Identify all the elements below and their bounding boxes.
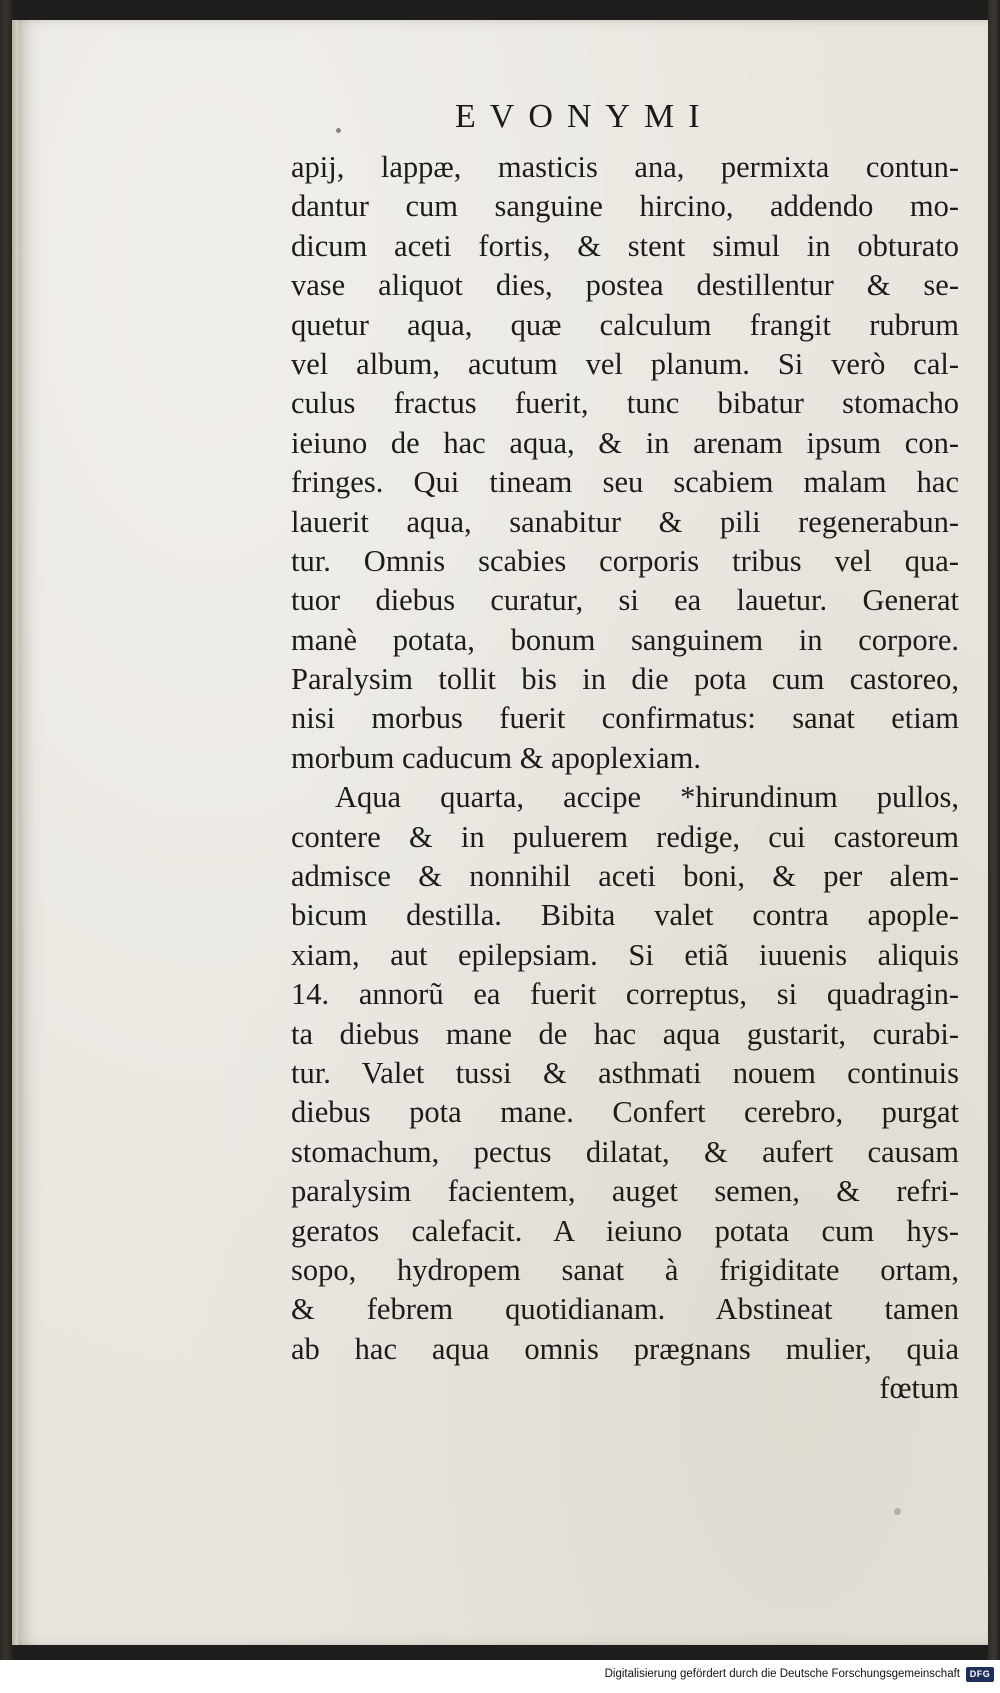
text-line: vel album, acutum vel planum. Si verò cal- [291,346,959,381]
catchword: fœtum [879,1371,959,1406]
ink-speck [336,128,341,133]
text-line: paralysim facientem, auget semen, & refri- [291,1174,959,1209]
text-line: Paralysim tollit bis in die pota cum castoreo, [291,662,959,697]
text-line: admisce & nonnihil aceti boni, & per alem- [291,859,959,894]
text-line: nisi morbus fuerit confirmatus: sanat etiam [291,701,959,736]
ink-speck [894,1508,901,1515]
text-line: tur. Omnis scabies corporis tribus vel qua- [291,543,959,578]
text-line: xiam, aut epilepsiam. Si etiã iuuenis aliquis [291,937,959,972]
text-line: fringes. Qui tineam seu scabiem malam hac [291,465,959,500]
text-line: ieiuno de hac aqua, & in arenam ipsum con- [291,425,959,460]
text-line: ab hac aqua omnis prægnans mulier, quia [291,1331,959,1366]
text-line: stomachum, pectus dilatat, & aufert causam [291,1134,959,1169]
text-line: tuor diebus curatur, si ea lauetur. Generat [291,583,959,618]
text-line: lauerit aqua, sanabitur & pili regenerabun- [291,504,959,539]
text-line: morbum caducum & apoplexiam. [291,740,701,775]
text-line: culus fractus fuerit, tunc bibatur stomacho [291,386,959,421]
text-line: & febrem quotidianam. Abstineat tamen [291,1292,959,1327]
text-line: ta diebus mane de hac aqua gustarit, curabi- [291,1016,959,1051]
text-line: quetur aqua, quæ calculum frangit rubrum [291,307,959,342]
text-line: tur. Valet tussi & asthmati nouem continuis [291,1055,959,1090]
text-line: diebus pota mane. Confert cerebro, purgat [291,1095,959,1130]
text-line: sopo, hydropem sanat à frigiditate ortam, [291,1252,959,1287]
text-line: vase aliquot dies, postea destillentur & se- [291,268,959,303]
text-line: Aqua quarta, accipe *hirundinum pullos, [335,780,959,815]
funding-credit: Digitalisierung gefördert durch die Deutsche Forschungsgemeinschaft [604,1668,960,1680]
text-line: manè potata, bonum sanguinem in corpore. [291,622,959,657]
footer-bar [0,1660,1000,1693]
dfg-logo: DFG [966,1667,994,1682]
text-line: 14. annorũ ea fuerit correptus, si quadragin- [291,977,959,1012]
book-cover-edge [988,0,1000,1660]
text-line: dantur cum sanguine hircino, addendo mo- [291,189,959,224]
running-head: EVONYMI [455,98,714,135]
text-line: apij, lappæ, masticis ana, permixta contun- [291,150,959,184]
page-text [291,148,959,1409]
text-line: geratos calefacit. A ieiuno potata cum hys- [291,1213,959,1248]
text-line: contere & in puluerem redige, cui castoreum [291,819,959,854]
page-gutter-edge [12,20,18,1645]
text-line: dicum aceti fortis, & stent simul in obturato [291,228,959,263]
text-line: bicum destilla. Bibita valet contra apople- [291,898,959,933]
